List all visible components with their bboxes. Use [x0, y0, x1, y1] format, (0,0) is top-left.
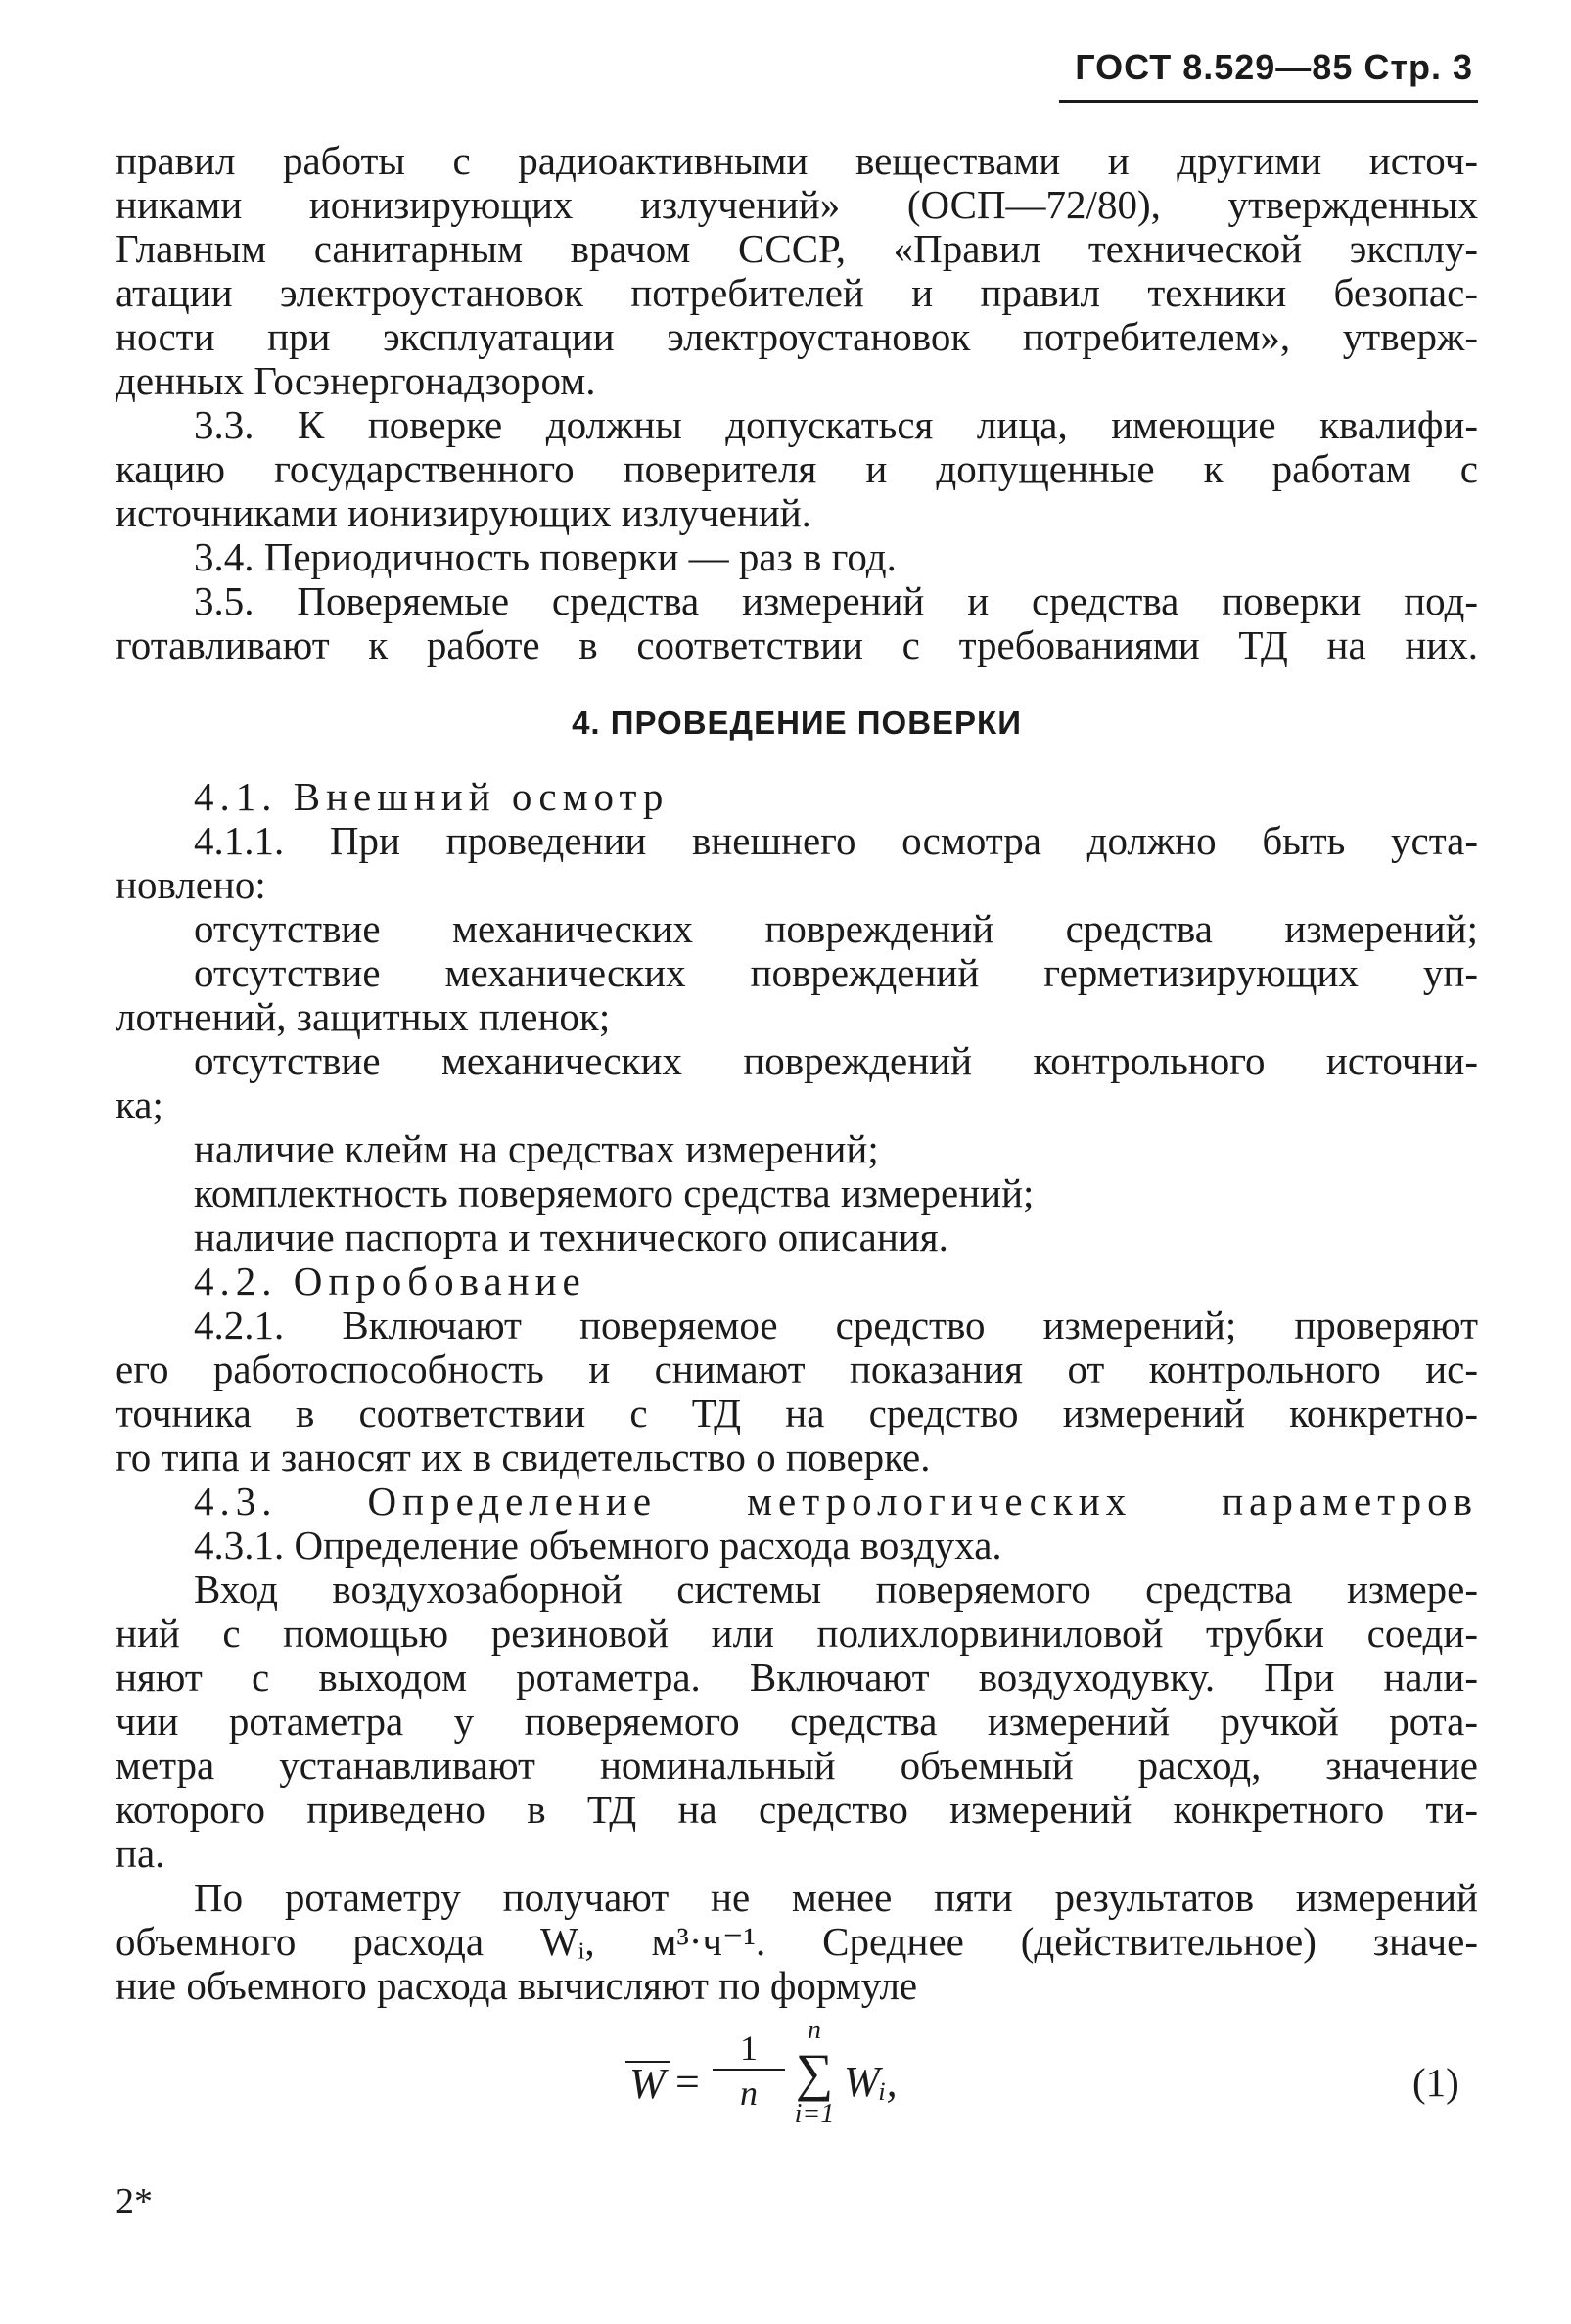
- text-line: 4.3. Определение метрологических параметров: [194, 1479, 1478, 1524]
- list-item: [116, 907, 1478, 951]
- text-line: чии ротаметра у поверяемого средства измерений ручкой рота-: [116, 1699, 1478, 1744]
- paragraph-air-intake: [116, 1568, 1478, 1876]
- text-line: отсутствие механических повреждений контрольного источни-: [194, 1038, 1478, 1083]
- paragraph-rotameter: [116, 1876, 1478, 2008]
- page-header: ГОСТ 8.529—85 Стр. 3: [1075, 47, 1473, 87]
- text-line: точника в соответствии с ТД на средство измерений конкретно-: [116, 1390, 1478, 1435]
- formula-fraction-bar: [713, 2069, 785, 2071]
- text-line: ности при эксплуатации электроустановок потребителем», утверж-: [116, 314, 1478, 359]
- header-rule: [1059, 100, 1478, 103]
- formula-summation: [791, 2016, 838, 2129]
- paragraph-3-2-continuation: [116, 139, 1478, 403]
- paragraph-3-5: [116, 579, 1478, 667]
- formula-denominator: n: [740, 2073, 758, 2113]
- formula-fraction: [713, 2029, 785, 2112]
- text-line: 3.3. К поверке должны допускаться лица, имеющие квалифи-: [194, 402, 1478, 447]
- formula-sigma: ∑: [795, 2043, 834, 2102]
- text-line: никами ионизирующих излучений» (ОСП—72/80), утвержденных: [116, 182, 1478, 227]
- text-line: новлено:: [116, 862, 266, 907]
- text-line: 4.2. Опробование: [194, 1258, 586, 1303]
- subsection-4-1-title: [116, 775, 1478, 819]
- text-line: го типа и заносят их в свидетельство о поверке.: [116, 1435, 931, 1480]
- paragraph-4-3-1: [116, 1524, 1478, 1568]
- list-item: [116, 951, 1478, 1039]
- formula-sum-upper: n: [808, 2015, 821, 2045]
- text-line: которого приведено в ТД на средство измерений конкретного ти-: [116, 1787, 1478, 1832]
- text-line: лотнений, защитных пленок;: [116, 994, 611, 1039]
- text-line: 3.5. Поверяемые средства измерений и средства поверки под-: [194, 578, 1478, 623]
- text-line: его работоспособность и снимают показания от контрольного ис-: [116, 1346, 1478, 1391]
- text-line: объемного расхода Wᵢ, м³·ч⁻¹. Среднее (действительное) значе-: [116, 1919, 1478, 1964]
- paragraph-3-4: [116, 535, 1478, 579]
- text-line: 4.3.1. Определение объемного расхода воздуха.: [194, 1523, 1002, 1568]
- text-line: ка;: [116, 1082, 163, 1127]
- text-line: няют с выходом ротаметра. Включают воздуходувку. При нали-: [116, 1655, 1478, 1700]
- section-heading: 4. ПРОВЕДЕНИЕ ПОВЕРКИ: [572, 705, 1022, 741]
- list-item: [116, 1127, 1478, 1171]
- subsection-4-3-title: [116, 1480, 1478, 1524]
- paragraph-3-3: [116, 403, 1478, 535]
- text-line: ний с помощью резиновой или полихлорвиниловой трубки соеди-: [116, 1611, 1478, 1656]
- text-line: наличие паспорта и технического описания.: [194, 1214, 948, 1259]
- formula-sum-lower: i=1: [794, 2099, 835, 2129]
- formula-mean-w: W: [625, 2061, 670, 2106]
- text-line: 4.2.1. Включают поверяемое средство измерений; проверяют: [194, 1302, 1478, 1347]
- text-line: готавливают к работе в соответствии с требованиями ТД на них.: [116, 622, 1478, 667]
- formula-numerator: 1: [740, 2028, 758, 2068]
- text-line: атации электроустановок потребителей и правил техники безопас-: [116, 270, 1478, 315]
- text-line: 4.1.1. При проведении внешнего осмотра должно быть уста-: [194, 818, 1478, 863]
- text-line: метра устанавливают номинальный объемный расход, значение: [116, 1743, 1478, 1788]
- text-line: ние объемного расхода вычисляют по формуле: [116, 1963, 918, 2008]
- text-line: кацию государственного поверителя и допущенные к работам с: [116, 446, 1478, 491]
- paragraph-4-1-1: [116, 819, 1478, 907]
- page-signature: 2*: [116, 2181, 153, 2222]
- list-item: [116, 1039, 1478, 1127]
- formula-equals: =: [675, 2058, 700, 2106]
- text-line: 3.4. Периодичность поверки — раз в год.: [194, 534, 897, 579]
- text-line: источниками ионизирующих излучений.: [116, 490, 811, 535]
- page-body: [116, 139, 1478, 2159]
- formula-term: Wᵢ,: [844, 2058, 898, 2106]
- text-line: денных Госэнергонадзором.: [116, 358, 596, 403]
- text-line: Вход воздухозаборной системы поверяемого средства измере-: [194, 1567, 1478, 1612]
- text-line: правил работы с радиоактивными веществами и другими источ-: [116, 138, 1478, 183]
- subsection-4-2-title: [116, 1259, 1478, 1303]
- list-item: [116, 1171, 1478, 1215]
- text-line: комплектность поверяемого средства измерений;: [194, 1170, 1035, 1215]
- text-line: отсутствие механических повреждений герметизирующих уп-: [194, 950, 1478, 995]
- text-line: Главным санитарным врачом СССР, «Правил технической эксплу-: [116, 226, 1478, 271]
- text-line: наличие клейм на средствах измерений;: [194, 1126, 879, 1171]
- formula-number: (1): [1412, 2060, 1459, 2105]
- text-line: 4.1. Внешний осмотр: [194, 774, 670, 819]
- text-line: па.: [116, 1831, 165, 1876]
- text-line: отсутствие механических повреждений средства измерений;: [194, 906, 1478, 951]
- text-line: По ротаметру получают не менее пяти результатов измерений: [194, 1875, 1478, 1920]
- paragraph-4-2-1: [116, 1303, 1478, 1480]
- list-item: [116, 1215, 1478, 1259]
- formula-1: [116, 2012, 1478, 2159]
